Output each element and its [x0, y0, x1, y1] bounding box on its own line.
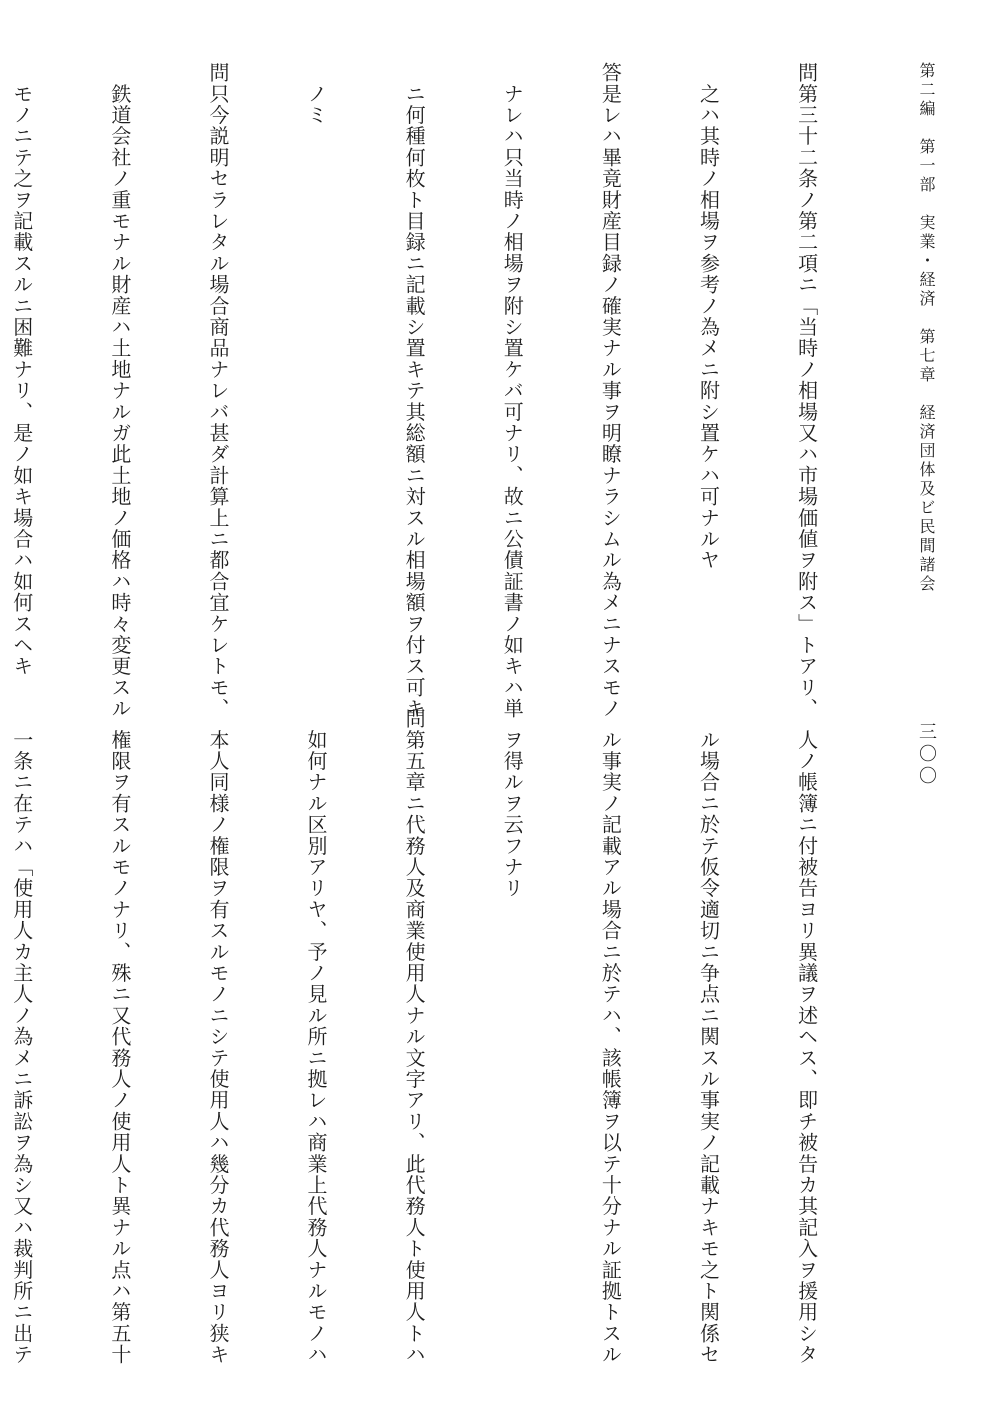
text-line: 如何ナル区別アリヤ、予ノ見ル所ニ拠レハ商業上代務人ナルモノハ — [304, 708, 329, 1366]
lower-text-block — [9, 708, 888, 1366]
text-line: モノニテ之ヲ記載スルニ困難ナリ、是ノ如キ場合ハ如何スヘキ — [9, 62, 34, 677]
text-line: 鉄道会社ノ重モナル財産ハ土地ナルガ此土地ノ価格ハ時々変更スル — [107, 62, 132, 720]
text-line: ル事実ノ記載アル場合ニ於テハ、該帳簿ヲ以テ十分ナル証拠トスル — [598, 708, 623, 1366]
text-line: 人ノ帳簿ニ付被告ヨリ異議ヲ述ヘス、即チ被告カ其記入ヲ援用シタ — [794, 708, 819, 1366]
text-line: 一条ニ在テハ「使用人カ主人ノ為メニ訴訟ヲ為シ又ハ裁判所ニ出テ — [9, 708, 34, 1366]
text-line: 問第五章ニ代務人及商業使用人ナル文字アリ、此代務人ト使用人トハ — [402, 708, 427, 1366]
text-line: 本人同様ノ権限ヲ有スルモノニシテ使用人ハ幾分カ代務人ヨリ狭キ — [205, 708, 230, 1366]
text-line: ル場合ニ於テ仮令適切ニ争点ニ関スル事実ノ記載ナキモ之ト関係セ — [696, 708, 721, 1366]
running-header: 第二編 第一部 実業・経済 第七章 経済団体及ビ民間諸会 — [917, 62, 936, 594]
text-line: 権限ヲ有スルモノナリ、殊ニ又代務人ノ使用人ト異ナル点ハ第五十 — [107, 708, 132, 1366]
page-number: 三〇〇 — [916, 722, 937, 788]
text-line: ヲ得ルヲ云フナリ — [500, 708, 525, 899]
upper-text-block — [9, 62, 888, 720]
text-line: 答是レハ畢竟財産目録ノ確実ナル事ヲ明瞭ナラシムル為メニナスモノ — [598, 62, 623, 720]
text-line: 問只今説明セラレタル場合商品ナレバ甚ダ計算上ニ都合宜ケレトモ、 — [205, 62, 230, 720]
text-line: ニ何種何枚ト目録ニ記載シ置キテ其総額ニ対スル相場額ヲ付ス可キ — [402, 62, 427, 720]
text-line: ナレハ只当時ノ相場ヲ附シ置ケバ可ナリ、故ニ公債証書ノ如キハ単 — [500, 62, 525, 720]
text-line: 問第三十二条ノ第二項ニ「当時ノ相場又ハ市場価値ヲ附ス」トアリ、 — [794, 62, 819, 720]
text-line: ノミ — [304, 62, 329, 126]
text-line: 之ハ其時ノ相場ヲ参考ノ為メニ附シ置ケハ可ナルヤ — [696, 62, 721, 571]
